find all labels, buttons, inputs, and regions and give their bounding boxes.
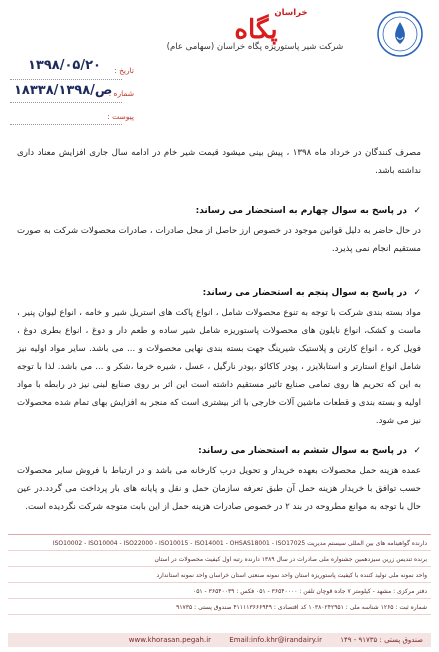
footer-email-link[interactable]: Email:info.khr@irandairy.ir [229, 636, 322, 644]
footer-row: دفتر مرکزی : مشهد - کیلومتر ۷ جاده قوچان تلفن : ۳۶۵۴۰۰۰۰ - ۰۵۱ فکس : ۳۶۵۴۰۰۳۹ - ۰۵۱ [8, 585, 431, 599]
brand-sub-text: خراسان [274, 8, 308, 18]
section-6-text: عمده هزینه حمل محصولات بعهده خریدار و تحویل درب کارخانه می باشد و در ارتباط با فروش سایر محصولات حسب توافق با خریدار هزینه حمل آن طبق تعرفه سازمان حمل و نقل و پایانه های بار پرداخت می گردد.در عین حال با توجه به موانع مطروحه در بند ۲ در خصوص صادرات هزینه حمل از این بابت متوجه شرکت نگردیده است. [17, 466, 421, 512]
footer-row: شماره ثبت : ۱۲۶۵ شناسه ملی : ۱۰۳۸۰۲۴۲۹۵۱ کد اقتصادی : ۴۱۱۱۱۳۶۶۶۹۴۹ صندوق پستی : ۹۱۷۳۵ [8, 601, 431, 615]
footer-contact-bar [8, 633, 431, 647]
footer-row: برنده تندیس زرین سیزدهمین جشنواره ملی صادرات در سال ۱۳۸۹ دارنده رتبه اول کیفیت محصولات در استان [8, 553, 431, 567]
footer-postal: صندوق پستی : ۹۱۷۳۵ - ۱۴۹ [340, 636, 423, 644]
company-emblem-icon [376, 10, 424, 58]
section-5-title [17, 288, 421, 298]
date-underline [10, 79, 122, 80]
attachment-underline [10, 124, 122, 125]
intro-paragraph: مصرف کنندگان در خرداد ماه ۱۳۹۸ ، پیش بینی میشود قیمت شیر خام در ادامه سال جاری افزایش معناد داری نداشته باشد. [17, 148, 421, 176]
number-underline [10, 102, 122, 103]
section-5-title-text: در پاسخ به سوال پنجم به استحضار می رساند: [202, 288, 407, 298]
date-value: ۱۳۹۸/۰۵/۲۰ [28, 58, 101, 73]
checkmark-icon: ✓ [413, 288, 421, 298]
attachment-label: پیوست : [107, 112, 134, 121]
section-4-text: در حال حاضر به دلیل قوانین موجود در خصوص ارز حاصل از محل صادرات ، صادرات محصولات شرکت به صورت مستقیم انجام نمی پذیرد. [17, 226, 421, 254]
section-4-title [17, 206, 421, 216]
footer-row: دارنده گواهینامه های بین المللی سیستم مدیریت ISO10002 - ISO10004 - ISO22000 - ISO10015 - ISO14001 - OHSAS18001 - ISO17025 [8, 537, 431, 551]
section-6-title [17, 446, 421, 456]
date-label: تاریخ : [114, 66, 134, 75]
section-4-title-text: در پاسخ به سوال چهارم به استحضار می رساند: [195, 206, 407, 216]
section-6-title-text: در پاسخ به سوال ششم به استحضار می رساند: [198, 446, 407, 456]
footer-row: واحد نمونه ملی تولید کننده با کیفیت پاستوریزه استان واحد نمونه صنعتی استان خراسان واحد نمونه استاندارد [8, 569, 431, 583]
attachment-field [8, 112, 134, 121]
letter-footer [8, 534, 431, 647]
checkmark-icon: ✓ [413, 206, 421, 216]
section-5-text: مواد بسته بندی شرکت با توجه به تنوع محصولات شامل ، انواع پاکت های استریل شیر و خامه ، انواع لیوان پنیر ، ماست و کشک، انواع نایلون های محصولات پاستوریزه شامل شیر ساده و طعم دار و دوغ ، انواع بطری دوغ ، فویل کره ، انواع کارتن و پلاستیک شیرینگ جهت بسته بندی نهایی محصولات و ... می باشد. سایر مواد اولیه نیز شامل انواع استارتر و استابلایزر ، پودر کاکائو ،پودر نارگیل ، عسل ، شیره خرما ،شکر و ... می باشد. لذا با توجه به این که تحریم ها روی تمامی صنایع تاثیر مستقیم داشته است این اثر بر روی صنایع لبنی نیز در رابطه با مواد اولیه و بسته بندی و قطعات ماشین آلات خارجی با اثر بیشتری است که منجر به افزایش بهای تمام شده محصولات نیز می شود. [17, 308, 421, 426]
brand-main-text: پگاه [234, 15, 278, 45]
number-label: شماره : [108, 89, 134, 98]
checkmark-icon: ✓ [413, 446, 421, 456]
footer-website-link[interactable]: www.khorasan.pegah.ir [128, 636, 212, 644]
number-value: ۱۸۳۳۸/ص/۱۳۹۸ [14, 83, 113, 98]
company-name: شرکت شیر پاستوریزه پگاه خراسان (سهامی عام) [166, 42, 344, 52]
